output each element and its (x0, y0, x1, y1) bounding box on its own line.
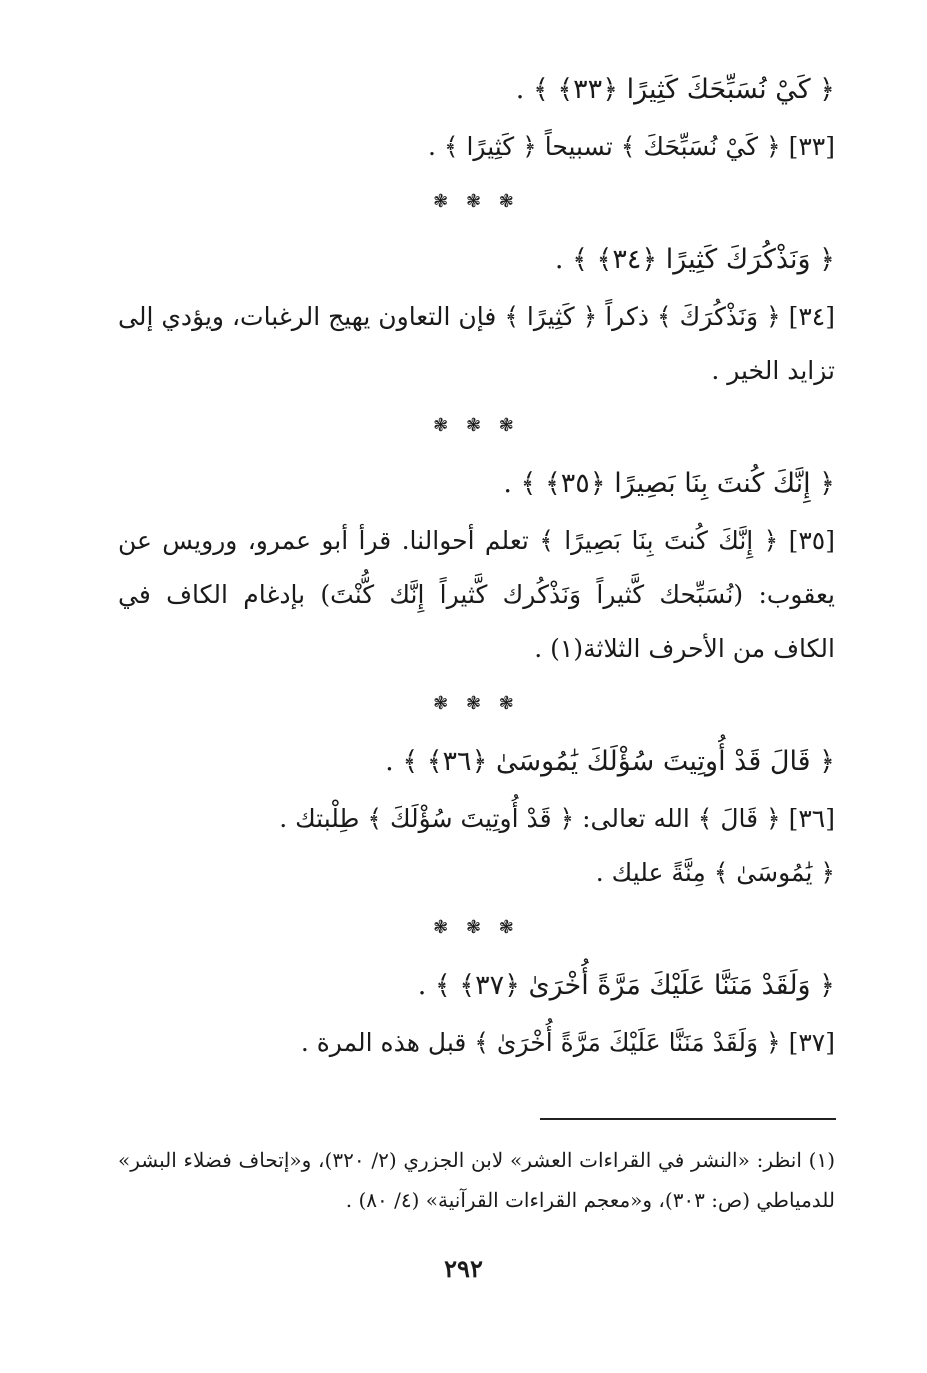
line: ﴿ كَيْ نُسَبِّحَكَ كَثِيرًا ﴿٣٣﴾ ﴾ . (515, 74, 835, 105)
line: [٣٣] ﴿ كَيْ نُسَبِّحَكَ ﴾ تسبيحاً ﴿ كَثِيرًا ﴾ . (427, 132, 835, 161)
line: ﴿ وَنَذْكُرَكَ كَثِيرًا ﴿٣٤﴾ ﴾ . (554, 244, 835, 275)
line: [٣٦] ﴿ قَالَ ﴾ الله تعالى: ﴿ قَدْ أُوتِيتَ سُؤْلَكَ ﴾ طِلْبتك . (279, 804, 835, 833)
paragraph: [٣٤] ﴿ وَنَذْكُرَكَ ﴾ ذكراً ﴿ كَثِيرًا ﴾ فإن التعاون يهيج الرغبات، ويؤدي إلى تزايد الخير . (118, 302, 835, 385)
line: [٣٧] ﴿ وَلَقَدْ مَنَنَّا عَلَيْكَ مَرَّةً أُخْرَىٰ ﴾ قبل هذه المرة . (300, 1028, 835, 1057)
separator-stars: ❃ ❃ ❃ (433, 415, 520, 436)
paragraph: [٣٥] ﴿ إِنَّكَ كُنتَ بِنَا بَصِيرًا ﴾ تعلم أحوالنا. قرأ أبو عمرو، ورويس عن يعقوب: (نُسَبِّحك كَّثيراً وَنَذْكُرك كَّثيراً إِنَّك كُّنْتَ) بإدغام الكاف في الكاف من الأحرف الثلاثة(١) . (118, 526, 835, 663)
footnote: (١) انظر: «النشر في القراءات العشر» لابن الجزري (٢/ ٣٢٠)، و«إتحاف فضلاء البشر» للدمياطي (ص: ٣٠٣)، و«معجم القراءات القرآنية» (٤/ ٨٠) . (118, 1148, 836, 1212)
line: ﴿ إِنَّكَ كُنتَ بِنَا بَصِيرًا ﴿٣٥﴾ ﴾ . (503, 468, 835, 499)
line: ﴿ يَٰمُوسَىٰ ﴾ مِنَّةً عليك . (595, 858, 835, 887)
footnote-divider (540, 1118, 836, 1120)
separator-stars: ❃ ❃ ❃ (433, 693, 520, 714)
page-number: ٢٩٢ (444, 1254, 483, 1283)
line: ﴿ وَلَقَدْ مَنَنَّا عَلَيْكَ مَرَّةً أُخْرَىٰ ﴿٣٧﴾ ﴾ . (417, 970, 835, 1001)
separator-stars: ❃ ❃ ❃ (433, 191, 520, 212)
line: ﴿ قَالَ قَدْ أُوتِيتَ سُؤْلَكَ يَٰمُوسَىٰ ﴿٣٦﴾ ﴾ . (385, 746, 835, 777)
separator-stars: ❃ ❃ ❃ (433, 917, 520, 938)
